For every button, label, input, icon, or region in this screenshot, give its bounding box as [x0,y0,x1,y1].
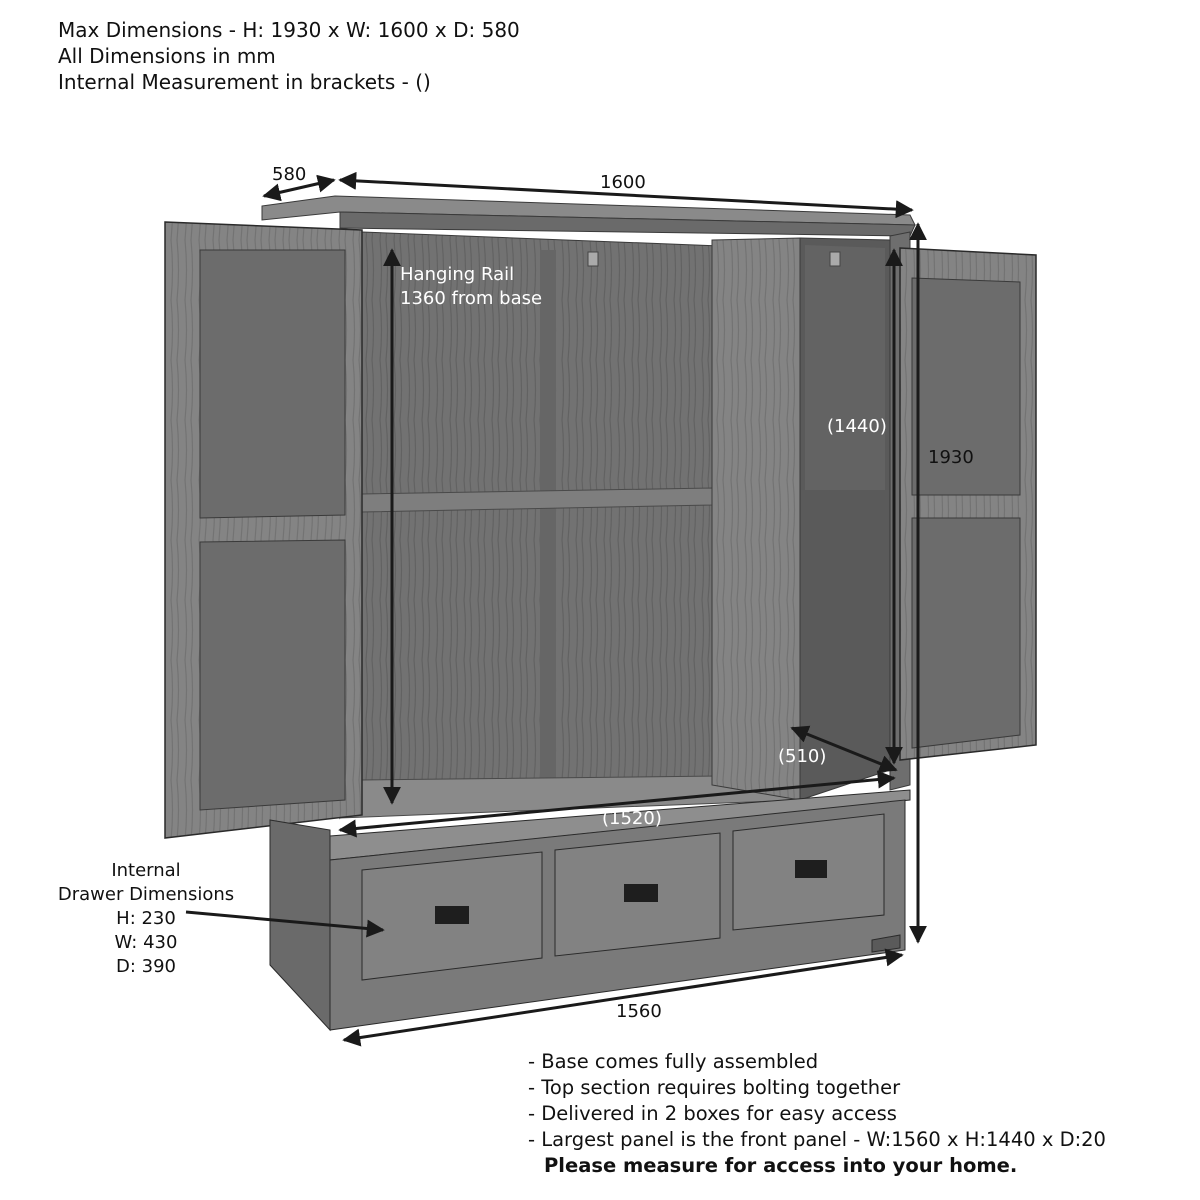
hanging-rail-label-2: 1360 from base [400,288,543,309]
internal-depth-label: (510) [778,746,827,767]
width-label: 1600 [600,172,646,193]
note-base-assembled: - Base comes fully assembled [528,1050,819,1073]
drawer-info-height: H: 230 [116,908,176,929]
right-door [900,248,1036,760]
internal-width-label: (1520) [602,808,662,829]
note-top-bolting: - Top section requires bolting together [528,1076,901,1099]
note-measure-access: Please measure for access into your home. [544,1154,1018,1177]
drawer-base [270,790,910,1030]
depth-label: 580 [272,164,307,185]
drawer-info-depth: D: 390 [115,956,176,977]
wardrobe-interior [340,228,910,818]
base-width-label: 1560 [616,1001,662,1022]
note-delivery-boxes: - Delivered in 2 boxes for easy access [528,1102,897,1125]
max-dimensions-line: Max Dimensions - H: 1930 x W: 1600 x D: 580 [58,18,520,42]
units-line: All Dimensions in mm [58,44,276,68]
drawer-info-line-1: Internal [111,860,181,881]
internal-height-label: (1440) [827,416,887,437]
internal-measurement-note: Internal Measurement in brackets - () [58,70,431,94]
left-door [165,222,362,838]
drawer-info-width: W: 430 [114,932,178,953]
note-largest-panel: - Largest panel is the front panel - W:1560 x H:1440 x D:20 [528,1128,1106,1151]
height-label: 1930 [928,447,974,468]
drawer-info-line-2: Drawer Dimensions [57,884,235,905]
hanging-rail-label-1: Hanging Rail [400,264,515,285]
